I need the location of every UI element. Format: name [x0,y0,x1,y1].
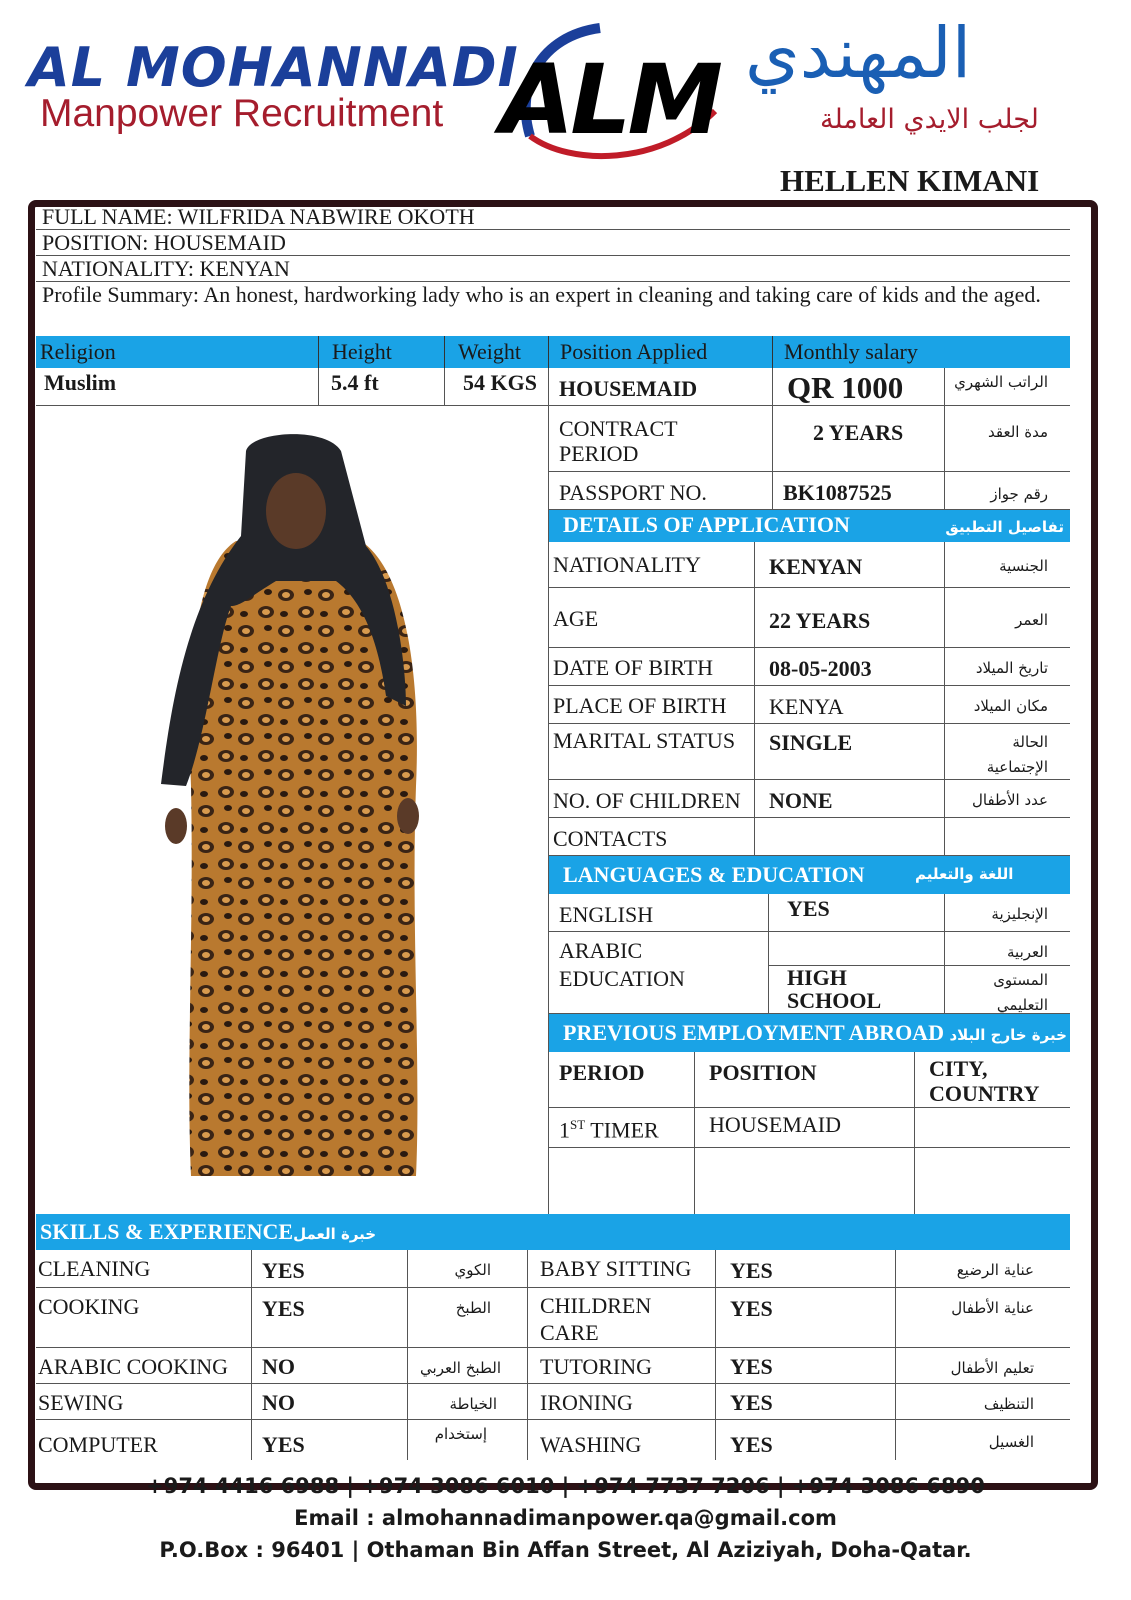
employment-city [915,1108,1070,1148]
skill-value: YES [252,1420,408,1460]
divider [548,336,549,368]
language-label: ENGLISH [549,894,769,932]
height-value: 5.4 ft [319,368,445,406]
skill-value: YES [252,1288,408,1348]
position-value: HOUSEMAID [549,368,773,406]
detail-value [755,818,945,856]
detail-label: CONTACTS [549,818,755,856]
skill-value: YES [716,1384,896,1420]
skill-ar: عناية الأطفال [896,1288,1070,1348]
divider [772,336,773,368]
agent-name: HELLEN KIMANI [780,163,1040,198]
detail-ar: الجنسية [945,542,1070,588]
skill-label: ARABIC COOKING [36,1348,252,1384]
language-ar: العربية [945,932,1070,966]
passport-ar: رقم جواز [945,472,1070,510]
detail-value: SINGLE [755,724,945,780]
nationality-line: NATIONALITY: KENYAN [36,256,1070,282]
divider [444,336,445,368]
detail-ar: الحالة الإجتماعية [945,724,1070,780]
detail-ar: العمر [945,588,1070,648]
employment-title-ar: خبرة خارج البلاد [949,1026,1067,1044]
skill-label: BABY SITTING [528,1250,716,1288]
contract-period-value: 2 YEARS [773,406,945,472]
employment-col-period: PERIOD [549,1052,695,1108]
employment-period-number: 1 [559,1117,570,1143]
height-label: Height [332,339,392,364]
skill-value: NO [252,1384,408,1420]
detail-value: KENYAN [755,542,945,588]
languages-title: LANGUAGES & EDUCATION [563,862,865,887]
language-label: EDUCATION [549,966,769,1014]
language-label: ARABIC [549,932,769,966]
detail-value: 22 YEARS [755,588,945,648]
detail-label: NO. OF CHILDREN [549,780,755,818]
salary-ar: الراتب الشهري [945,368,1070,406]
skill-label: CHILDREN CARE [528,1288,716,1348]
skill-value: YES [716,1420,896,1460]
skill-label: IRONING [528,1384,716,1420]
brand-name-ar: المهندي [745,12,972,94]
skill-label: COOKING [36,1288,252,1348]
skill-label: WASHING [528,1420,716,1460]
photo-area [36,406,549,1230]
language-ar: الإنجليزية [945,894,1070,932]
skills-title: SKILLS & EXPERIENCE [40,1219,294,1244]
skill-ar: تعليم الأطفال [896,1348,1070,1384]
language-value: YES [769,894,945,932]
brand-subtitle-ar: لجلب الايدي العاملة [820,104,1039,135]
skill-ar: الكوي [408,1250,528,1288]
skill-value: YES [716,1250,896,1288]
details-header [549,510,1070,542]
passport-value: BK1087525 [773,472,945,510]
salary-label: Monthly salary [784,339,918,364]
position-line: POSITION: HOUSEMAID [36,230,1070,256]
logo-text: ALM [500,44,719,156]
full-name: FULL NAME: WILFRIDA NABWIRE OKOTH [36,206,1070,230]
detail-value: 08-05-2003 [755,648,945,686]
detail-label: PLACE OF BIRTH [549,686,755,724]
alm-logo [490,16,730,176]
divider [318,336,319,368]
brand-subtitle: Manpower Recruitment [40,92,444,135]
skill-ar: الطبخ [408,1288,528,1348]
employment-title: PREVIOUS EMPLOYMENT ABROAD [563,1020,944,1045]
detail-label: NATIONALITY [549,542,755,588]
footer-phones: +974 4416 6988 | +974 3086 6010 | +974 7737 7206 | +974 3086 6890 [146,1474,985,1498]
religion-label: Religion [40,339,116,364]
detail-ar: مكان الميلاد [945,686,1070,724]
detail-ar [945,818,1070,856]
detail-value: KENYA [755,686,945,724]
skill-ar: الطبخ العربي [408,1348,528,1384]
skill-label: CLEANING [36,1250,252,1288]
skill-value: NO [252,1348,408,1384]
profile-summary: Profile Summary: An honest, hardworking lady who is an expert in cleaning and taking care of kids and the aged. [42,282,1041,307]
skill-value: YES [716,1288,896,1348]
employment-position: HOUSEMAID [695,1108,915,1148]
skills-header [36,1214,1070,1250]
skill-ar: الخياطة [408,1384,528,1420]
languages-header [549,856,1070,894]
religion-value: Muslim [36,368,319,406]
skill-ar: الغسيل [988,1433,1034,1451]
employment-col-position: POSITION [695,1052,915,1108]
skill-value: YES [252,1250,408,1288]
footer-email[interactable]: Email : almohannadimanpower.qa@gmail.com [294,1506,837,1530]
candidate-photo [36,406,548,1230]
language-value [769,932,945,966]
details-title: DETAILS OF APPLICATION [563,512,850,537]
skills-title-ar: خبرة العمل [293,1225,377,1243]
employment-period [549,1108,695,1148]
employment-period-rest: TIMER [585,1117,659,1143]
employment-col-city: CITY, COUNTRY [915,1052,1070,1108]
skill-ar: التنظيف [896,1384,1070,1420]
position-applied-label: Position Applied [560,339,708,364]
language-ar: المستوى التعليمي [945,966,1070,1014]
details-title-ar: تفاصيل التطبيق [945,518,1064,536]
skill-label: COMPUTER [36,1420,252,1460]
weight-label: Weight [458,339,521,364]
detail-value: NONE [755,780,945,818]
detail-ar: تاريخ الميلاد [945,648,1070,686]
skill-ar: إستخدام [408,1420,528,1460]
detail-ar: عدد الأطفال [945,780,1070,818]
languages-title-ar: اللغة والتعليم [915,865,1014,883]
detail-label: DATE OF BIRTH [549,648,755,686]
employment-empty-cell [695,1148,915,1214]
skill-ar: عناية الرضيع [896,1250,1070,1288]
skill-label: TUTORING [528,1348,716,1384]
detail-label: AGE [549,588,755,648]
salary-value: QR 1000 [773,368,945,406]
employment-header [549,1014,1070,1052]
passport-label: PASSPORT NO. [549,472,773,510]
employment-period-sup: ST [570,1117,586,1132]
footer-address: P.O.Box : 96401 | Othaman Bin Affan Street, Al Aziziyah, Doha-Qatar. [159,1538,972,1562]
weight-value: 54 KGS [445,368,549,406]
language-value: HIGH SCHOOL [769,966,945,1014]
detail-label: MARITAL STATUS [549,724,755,780]
skill-label: SEWING [36,1384,252,1420]
employment-empty-cell [549,1148,695,1214]
skill-value: YES [716,1348,896,1384]
brand-name: AL MOHANNADI [28,36,519,99]
contract-period-label: CONTRACT PERIOD [549,406,773,472]
contract-period-ar: مدة العقد [945,406,1070,472]
